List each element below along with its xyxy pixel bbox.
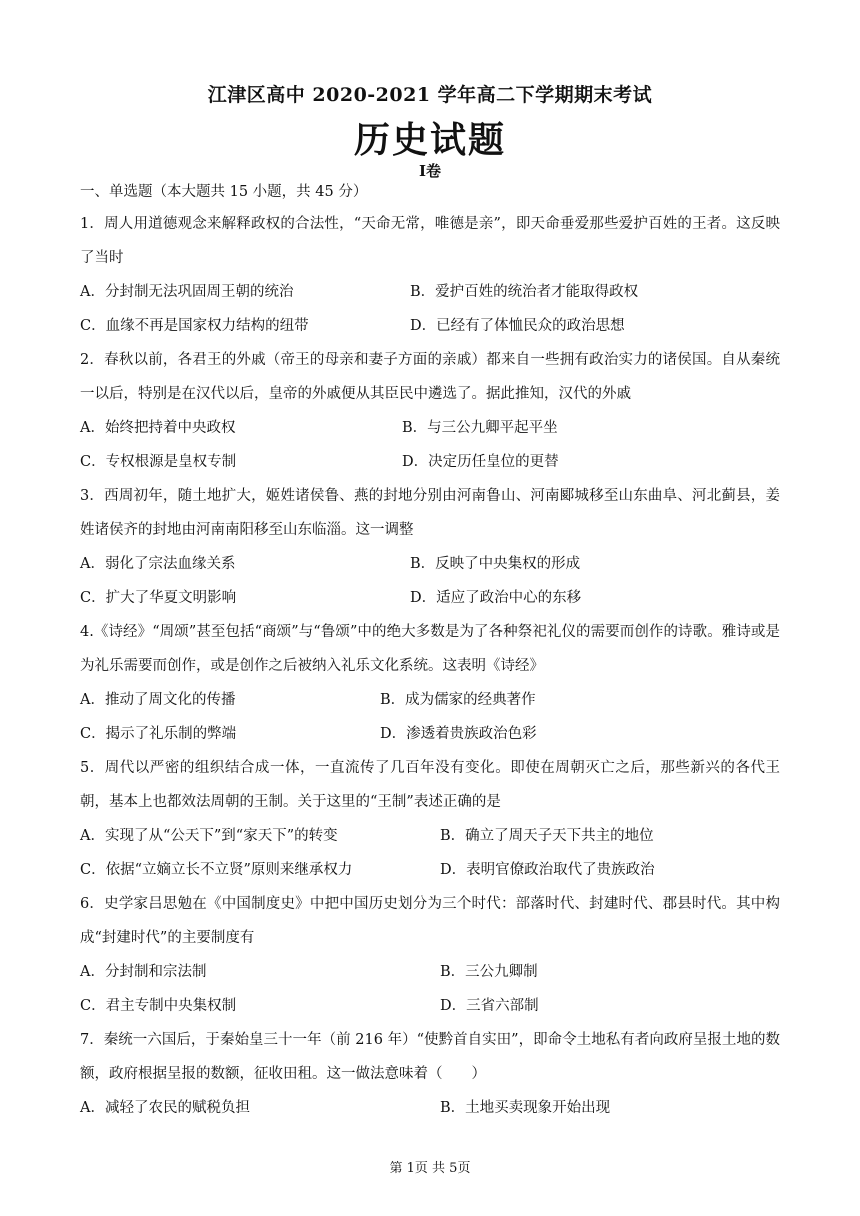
option-b[interactable]: B．反映了中央集权的形成 (410, 556, 581, 572)
option-row (80, 411, 780, 445)
option-row (80, 955, 780, 989)
question-stem: 7．秦统一六国后，于秦始皇三十一年（前 216 年）“使黔首自实田”，即命令土地私有者向政府呈报土地的数额，政府根据呈报的数额，征收田租。这一做法意味着（ ） (80, 1032, 780, 1082)
option-c[interactable]: C．血缘不再是国家权力结构的纽带 (80, 318, 309, 334)
option-b[interactable]: B．成为儒家的经典著作 (380, 692, 536, 708)
question-block (80, 207, 780, 343)
page-title: 历史试题 (353, 119, 506, 161)
option-row (80, 309, 780, 343)
option-row (80, 853, 780, 887)
option-row (80, 717, 780, 751)
option-a[interactable]: A．推动了周文化的传播 (80, 692, 236, 708)
option-c[interactable]: C．扩大了华夏文明影响 (80, 590, 237, 606)
question-stem: 6．史学家吕思勉在《中国制度史》中把中国历史划分为三个时代：部落时代、封建时代、郡县时代。其中构成“封建时代”的主要制度有 (80, 896, 780, 946)
option-c[interactable]: C．君主专制中央集权制 (80, 998, 237, 1014)
option-row (80, 547, 780, 581)
option-d[interactable]: D．表明官僚政治取代了贵族政治 (440, 862, 655, 878)
option-row (80, 819, 780, 853)
option-a[interactable]: A．实现了从“公天下”到“家天下”的转变 (80, 828, 338, 844)
option-row (80, 581, 780, 615)
option-a[interactable]: A．弱化了宗法血缘关系 (80, 556, 236, 572)
option-d[interactable]: D．已经有了体恤民众的政治思想 (410, 318, 625, 334)
question-block (80, 751, 780, 887)
option-b[interactable]: B．与三公九卿平起平坐 (402, 420, 558, 436)
option-c[interactable]: C．依据“立嫡立长不立贤”原则来继承权力 (80, 862, 353, 878)
option-a[interactable]: A．减轻了农民的赋税负担 (80, 1100, 250, 1116)
option-b[interactable]: B．确立了周天子天下共主的地位 (440, 828, 654, 844)
option-a[interactable]: A．分封制无法巩固周王朝的统治 (80, 284, 294, 300)
option-b[interactable]: B．土地买卖现象开始出现 (440, 1100, 611, 1116)
page-number: 第 1页 共 5页 (389, 1161, 471, 1176)
option-row (80, 989, 780, 1023)
question-stem: 2．春秋以前，各君王的外戚（帝王的母亲和妻子方面的亲戚）都来自一些拥有政治实力的诸侯国。自从秦统一以后，特别是在汉代以后，皇帝的外戚便从其臣民中遴选了。据此推知，汉代的外戚 (80, 352, 780, 402)
question-block (80, 479, 780, 615)
option-b[interactable]: B．爱护百姓的统治者才能取得政权 (410, 284, 639, 300)
question-block (80, 343, 780, 479)
option-row (80, 445, 780, 479)
option-d[interactable]: D．适应了政治中心的东移 (410, 590, 582, 606)
option-a[interactable]: A．分封制和宗法制 (80, 964, 207, 980)
question-stem: 3．西周初年，随土地扩大，姬姓诸侯鲁、燕的封地分别由河南鲁山、河南郾城移至山东曲阜、河北蓟县，姜姓诸侯齐的封地由河南南阳移至山东临淄。这一调整 (80, 488, 780, 538)
option-d[interactable]: D．三省六部制 (440, 998, 539, 1014)
question-block (80, 615, 780, 751)
option-b[interactable]: B．三公九卿制 (440, 964, 538, 980)
option-row (80, 275, 780, 309)
question-stem: 5．周代以严密的组织结合成一体，一直流传了几百年没有变化。即使在周朝灭亡之后，那些新兴的各代王朝，基本上也都效法周朝的王制。关于这里的“王制”表述正确的是 (80, 760, 780, 810)
question-stem: 4.《诗经》“周颂”甚至包括“商颂”与“鲁颂”中的绝大多数是为了各种祭祀礼仪的需要而创作的诗歌。雅诗或是为礼乐需要而创作，或是创作之后被纳入礼乐文化系统。这表明《诗经》 (80, 624, 780, 674)
option-d[interactable]: D．渗透着贵族政治色彩 (380, 726, 537, 742)
question-block (80, 887, 780, 1023)
option-d[interactable]: D．决定历任皇位的更替 (402, 454, 559, 470)
question-area (80, 177, 780, 1125)
option-a[interactable]: A．始终把持着中央政权 (80, 420, 236, 436)
volume-label: Ⅰ卷 (418, 162, 442, 180)
option-c[interactable]: C．揭示了礼乐制的弊端 (80, 726, 237, 742)
option-row (80, 683, 780, 717)
school-exam-title: 江津区高中 2020-2021 学年高二下学期期末考试 (207, 84, 653, 106)
option-c[interactable]: C．专权根源是皇权专制 (80, 454, 237, 470)
question-block (80, 1023, 780, 1125)
question-stem: 1．周人用道德观念来解释政权的合法性，“天命无常，唯德是亲”，即天命垂爱那些爱护百姓的王者。这反映了当时 (80, 216, 780, 266)
option-row (80, 1091, 780, 1125)
section-title: 一、单选题（本大题共 15 小题，共 45 分） (80, 184, 368, 200)
